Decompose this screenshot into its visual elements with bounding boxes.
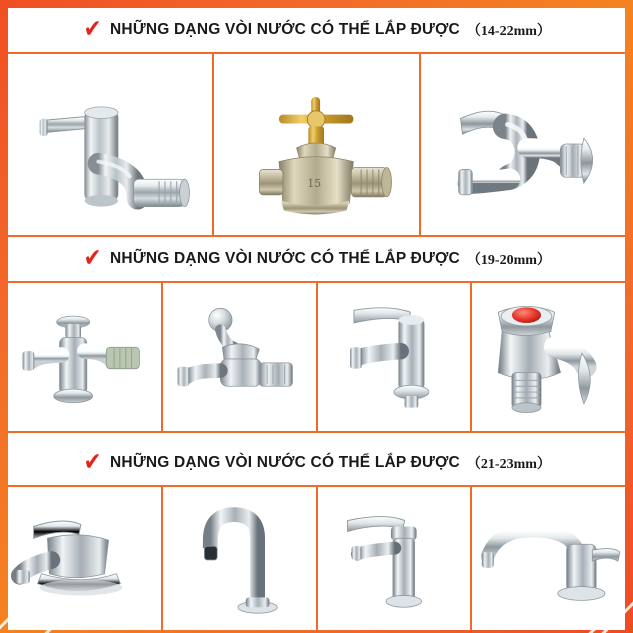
faucet-cell[interactable] — [318, 487, 473, 630]
section-size-range: （21-23mm） — [466, 457, 551, 472]
red-check-icon: ✔ — [83, 242, 102, 272]
section-header — [8, 8, 625, 52]
section-title: NHỮNG DẠNG VÒI NƯỚC CÓ THỂ LẮP ĐƯỢC — [110, 250, 460, 267]
section-header — [8, 441, 625, 485]
svg-text:15: 15 — [307, 177, 322, 191]
section-size-range: （19-20mm） — [466, 253, 551, 268]
section-title: NHỮNG DẠNG VÒI NƯỚC CÓ THỂ LẮP ĐƯỢC — [110, 454, 460, 471]
faucet-cell[interactable] — [163, 283, 318, 431]
faucet-wall-lever-chrome — [8, 54, 212, 235]
faucet-cell[interactable] — [8, 283, 163, 431]
faucet-cell[interactable] — [421, 54, 625, 235]
faucet-row-3 — [8, 485, 625, 630]
faucet-basin-mixer-low — [8, 487, 161, 630]
faucet-row-1 — [8, 52, 625, 237]
section-21-23mm — [8, 441, 625, 630]
info-card — [8, 8, 625, 609]
section-size-range: （14-22mm） — [466, 24, 551, 39]
faucet-cell[interactable] — [472, 283, 625, 431]
faucet-long-lever-wall — [318, 283, 471, 431]
section-title: NHỮNG DẠNG VÒI NƯỚC CÓ THỂ LẮP ĐƯỢC — [110, 21, 460, 38]
section-14-22mm — [8, 8, 625, 237]
faucet-row-2 — [8, 281, 625, 433]
faucet-cell[interactable] — [8, 54, 214, 235]
faucet-cell[interactable] — [472, 487, 625, 630]
red-check-icon: ✔ — [83, 13, 102, 43]
faucet-cell[interactable] — [214, 54, 420, 235]
red-check-icon: ✔ — [83, 446, 102, 476]
faucet-tall-basin-mixer — [318, 487, 471, 630]
faucet-gooseneck-sensor — [163, 487, 316, 630]
section-header — [8, 237, 625, 281]
faucet-cell[interactable] — [318, 283, 473, 431]
faucet-chrome-swan-lever — [421, 54, 625, 235]
faucet-brass-cross-handle — [214, 54, 418, 235]
faucet-kitchen-swivel-spout — [472, 487, 625, 630]
faucet-cell[interactable] — [163, 487, 318, 630]
valve-angle-chrome-red — [472, 283, 625, 431]
faucet-wall-two-handle — [8, 283, 161, 431]
faucet-cell[interactable] — [8, 487, 163, 630]
faucet-single-ball-handle — [163, 283, 316, 431]
section-19-20mm — [8, 237, 625, 433]
spacer — [8, 433, 625, 441]
